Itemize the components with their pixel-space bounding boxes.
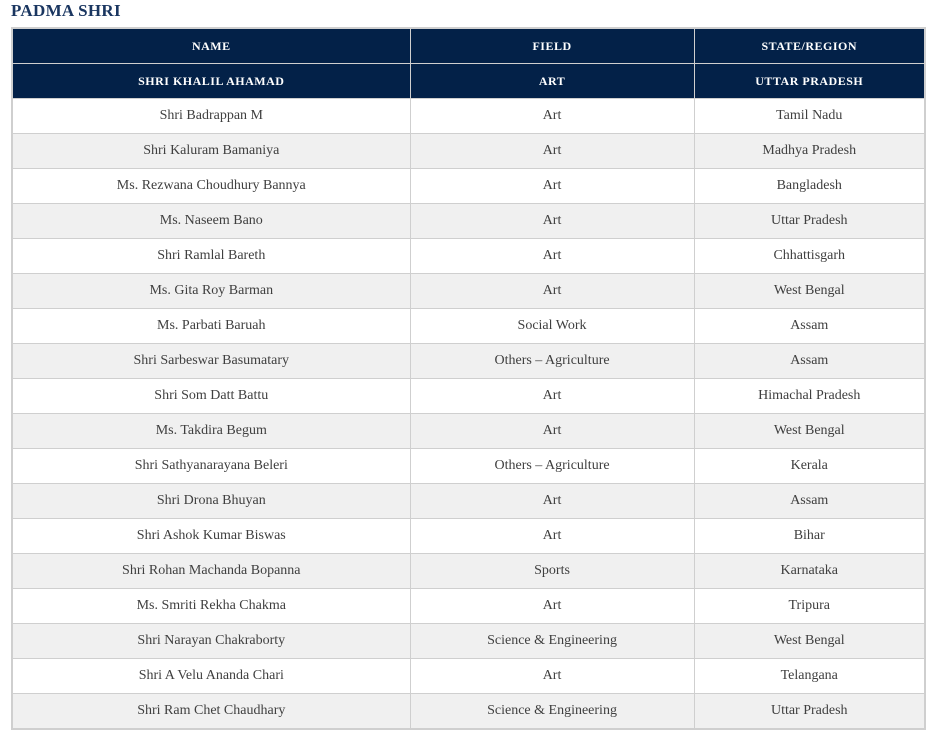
table-row [12,274,925,309]
awardee-name: Shri Ashok Kumar Biswas [12,519,410,554]
awardee-name: Shri Som Datt Battu [12,379,410,414]
awardee-state: West Bengal [694,624,925,659]
awardee-field: Science & Engineering [410,694,694,730]
awardee-name: Ms. Rezwana Choudhury Bannya [12,169,410,204]
awardee-field: Social Work [410,309,694,344]
awardee-field: Art [410,519,694,554]
awardee-name: Ms. Parbati Baruah [12,309,410,344]
awardee-state: Tripura [694,589,925,624]
highlighted-row [12,64,925,99]
awardee-name: Shri Ram Chet Chaudhary [12,694,410,730]
awardee-field: Art [410,239,694,274]
highlighted-awardee-name: SHRI KHALIL AHAMAD [12,64,410,99]
awardee-field: Others – Agriculture [410,344,694,379]
table-row [12,519,925,554]
awardee-name: Ms. Smriti Rekha Chakma [12,589,410,624]
awardee-field: Art [410,274,694,309]
awardee-state: Tamil Nadu [694,99,925,134]
table-row [12,554,925,589]
table-row [12,589,925,624]
header-row [12,28,925,64]
awardee-field: Sports [410,554,694,589]
awardee-state: Bihar [694,519,925,554]
awardee-field: Art [410,589,694,624]
awardee-state: Kerala [694,449,925,484]
awardee-state: West Bengal [694,414,925,449]
awardee-field: Art [410,659,694,694]
awardee-state: Telangana [694,659,925,694]
awardee-field: Others – Agriculture [410,449,694,484]
awardee-state: Karnataka [694,554,925,589]
awardee-name: Shri Rohan Machanda Bopanna [12,554,410,589]
awardee-name: Shri A Velu Ananda Chari [12,659,410,694]
awardee-state: Assam [694,484,925,519]
awardee-state: Chhattisgarh [694,239,925,274]
table-row [12,99,925,134]
awardee-field: Art [410,99,694,134]
table-row [12,414,925,449]
table-row [12,379,925,414]
page-title: PADMA SHRI [11,1,121,20]
column-header-field: FIELD [410,28,694,64]
table-body [12,64,925,730]
awardee-name: Ms. Takdira Begum [12,414,410,449]
awardee-name: Ms. Gita Roy Barman [12,274,410,309]
table-row [12,624,925,659]
table-header [12,28,925,64]
column-header-name: NAME [12,28,410,64]
awardee-field: Art [410,134,694,169]
awardee-field: Art [410,414,694,449]
awardee-name: Shri Kaluram Bamaniya [12,134,410,169]
table-row [12,659,925,694]
highlighted-awardee-field: ART [410,64,694,99]
awards-table [11,27,926,730]
table-row [12,204,925,239]
column-header-state: STATE/REGION [694,28,925,64]
awardee-name: Shri Badrappan M [12,99,410,134]
awardee-field: Art [410,379,694,414]
awardee-state: Himachal Pradesh [694,379,925,414]
table-row [12,449,925,484]
table-row [12,239,925,274]
awardee-state: Uttar Pradesh [694,204,925,239]
awardee-name: Shri Sathyanarayana Beleri [12,449,410,484]
highlighted-awardee-state: UTTAR PRADESH [694,64,925,99]
table-row [12,344,925,379]
awardee-name: Shri Narayan Chakraborty [12,624,410,659]
awardee-state: Uttar Pradesh [694,694,925,730]
awardee-state: Assam [694,309,925,344]
table-row [12,169,925,204]
table-row [12,694,925,730]
awardee-state: Bangladesh [694,169,925,204]
awardee-name: Ms. Naseem Bano [12,204,410,239]
table-row [12,309,925,344]
table-row [12,134,925,169]
table-row [12,484,925,519]
awardee-name: Shri Sarbeswar Basumatary [12,344,410,379]
awardee-field: Science & Engineering [410,624,694,659]
awardee-state: Assam [694,344,925,379]
awardee-field: Art [410,484,694,519]
awardee-field: Art [410,204,694,239]
awardee-state: Madhya Pradesh [694,134,925,169]
awardee-name: Shri Ramlal Bareth [12,239,410,274]
awardee-name: Shri Drona Bhuyan [12,484,410,519]
awardee-field: Art [410,169,694,204]
awardee-state: West Bengal [694,274,925,309]
